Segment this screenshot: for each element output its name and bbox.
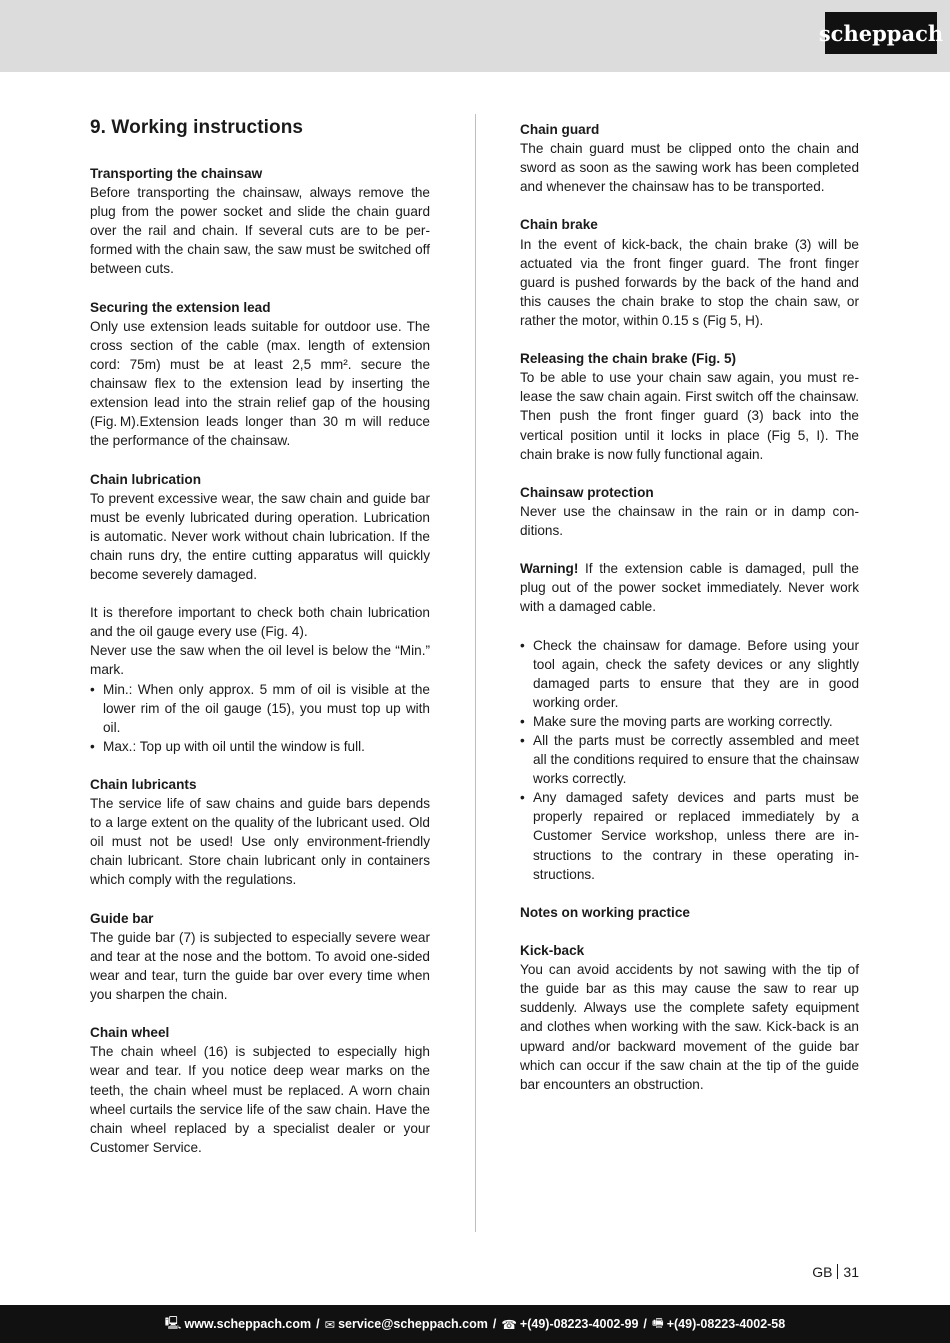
section-chain-lubrication bbox=[90, 470, 430, 585]
scheppach-logo bbox=[818, 12, 944, 54]
oil-level-list bbox=[90, 680, 430, 756]
heading-transporting: Transporting the chainsaw bbox=[90, 166, 263, 181]
list-item: • Any damaged safety devices and parts must be properly repaired or replaced immediately by a Customer Service workshop, unless there are instructions to the contrary in these operating instructions. bbox=[520, 788, 859, 883]
page-number bbox=[812, 1264, 859, 1280]
text-transporting: Before transporting the chainsaw, always remove the plug from the power socket and slide the chain guard over the rail and chain. If several cuts are to be performed with the chain saw, the saw must be switched off between cuts. bbox=[90, 185, 430, 277]
footer-separator: / bbox=[316, 1317, 320, 1331]
footer-email: service@scheppach.com bbox=[338, 1317, 488, 1331]
heading-chain-brake: Chain brake bbox=[520, 217, 598, 233]
text-extension-lead: Only use extension leads suitable for outdoor use. The cross section of the cable (max. length of extension cord: 75m) must be at least 2,5 mm². secure the chainsaw flex to the extension lead by inserting the extension lead into the strain relief gap of the housing (Fig. M).Extension leads longer than 30 m will reduce the performance of the chainsaw. bbox=[90, 318, 430, 449]
list-item: • All the parts must be correctly assembled and meet all the conditions required to ensure that the chainsaw works correctly. bbox=[520, 731, 859, 788]
footer-bar bbox=[0, 1305, 950, 1343]
section-safety-checks bbox=[520, 636, 859, 884]
right-column bbox=[520, 120, 859, 1113]
text-releasing-brake: To be able to use your chain saw again, you must release the saw chain again. First switch off the chainsaw. Then push the front finger guard (3) back into the vertical position until it locks in place (Fig 5, I). The chain brake is now fully functional again. bbox=[520, 370, 859, 462]
section-warning bbox=[520, 559, 859, 616]
heading-notes: Notes on working practice bbox=[520, 904, 690, 920]
safety-check-list bbox=[520, 636, 859, 884]
section-chain-guard bbox=[520, 120, 859, 196]
section-chain-lubricants bbox=[90, 775, 430, 890]
section-chainsaw-protection bbox=[520, 483, 859, 540]
left-column bbox=[90, 116, 430, 1176]
text-oil-check: It is therefore important to check both chain lubrication and the oil gauge every use (Fig. 4). bbox=[90, 605, 430, 640]
footer-separator: / bbox=[492, 1317, 497, 1331]
text-guide-bar: The guide bar (7) is subjected to especially severe wear and tear at the nose and the bottom. To avoid one-sided wear and tear, turn the guide bar over every time when you sharpen the chain. bbox=[90, 929, 430, 1003]
warning-label: Warning! bbox=[520, 561, 579, 577]
section-releasing-brake bbox=[520, 349, 859, 464]
footer-website: www.scheppach.com bbox=[184, 1317, 312, 1331]
warning-paragraph bbox=[520, 559, 859, 616]
section-chain-brake bbox=[520, 215, 859, 330]
logo-text: scheppach bbox=[818, 20, 944, 46]
text-chain-lubricants: The service life of saw chains and guide bars depends to a large extent on the quality of the lubricant used. Old oil must not be used! Use only environment-friendly chain lubricant. Store chain lubricant only in containers which comply with the regulations. bbox=[90, 796, 430, 888]
section-guide-bar bbox=[90, 909, 430, 1004]
footer-phone: +(49)-08223-4002-99 bbox=[519, 1317, 639, 1331]
heading-chain-guard: Chain guard bbox=[520, 122, 600, 137]
text-chain-wheel: The chain wheel (16) is subjected to especially high wear and tear. If you notice deep wear marks on the teeth, the chain wheel must be replaced. A worn chain wheel curtails the service life of the saw chain. Have the chain wheel replaced by a specialist dealer or your Customer Service. bbox=[90, 1044, 430, 1155]
fax-icon: 🖷 bbox=[651, 1315, 664, 1330]
heading-chain-wheel: Chain wheel bbox=[90, 1025, 170, 1041]
list-item: • Make sure the moving parts are working correctly. bbox=[520, 712, 859, 731]
heading-guide-bar: Guide bar bbox=[90, 910, 154, 926]
heading-releasing-brake: Releasing the chain brake (Fig. 5) bbox=[520, 351, 737, 367]
section-title: 9. Working instructions bbox=[90, 117, 304, 138]
heading-kick-back: Kick-back bbox=[520, 943, 585, 959]
warning-text: If the extension cable is damaged, pull the plug out of the power socket immediately. Never work with a damaged cable. bbox=[520, 561, 859, 615]
envelope-icon: ✉ bbox=[324, 1317, 336, 1332]
heading-extension-lead: Securing the extension lead bbox=[90, 299, 271, 315]
computer-icon: 🖳 bbox=[164, 1315, 182, 1330]
list-item: • Max.: Top up with oil until the window is full. bbox=[90, 737, 430, 756]
phone-icon: ☎ bbox=[501, 1317, 517, 1332]
heading-chainsaw-protection: Chainsaw protection bbox=[520, 484, 654, 500]
text-oil-level: Never use the saw when the oil level is below the “Min.” mark. bbox=[90, 643, 430, 678]
page-number-value: 31 bbox=[843, 1264, 859, 1280]
page-separator bbox=[837, 1264, 838, 1279]
text-kick-back: You can avoid accidents by not sawing with the tip of the guide bar as this may cause the saw to rear up suddenly. Always use the complete safety equipment and clothes when working with the saw. Kick-back is an upward and/or backward movement of the guide bar which can occur if the saw chain at the tip of the guide bar encounters an obstruction. bbox=[520, 962, 859, 1092]
list-item: • Min.: When only approx. 5 mm of oil is visible at the lower rim of the oil gauge (15), you must top up with oil. bbox=[90, 680, 430, 737]
text-chain-brake: In the event of kick-back, the chain brake (3) will be actuated via the front finger guard. The front finger guard is pushed forwards by the back of the hand and this causes the chain brake to stop the chain saw, or rather the motor, within 0.15 s (Fig 5, H). bbox=[520, 236, 859, 328]
text-chain-lubrication: To prevent excessive wear, the saw chain and guide bar must be evenly lubricated during operation. Lubrication is automatic. Never work without chain lubrication. If the chain runs dry, the entire cutting apparatus will quickly become severely damaged. bbox=[90, 490, 430, 582]
section-kick-back bbox=[520, 941, 859, 1094]
footer-separator: / bbox=[643, 1317, 647, 1331]
section-extension-lead bbox=[90, 298, 430, 451]
footer-fax: +(49)-08223-4002-58 bbox=[666, 1317, 786, 1331]
page-lang: GB bbox=[812, 1264, 833, 1280]
section-notes bbox=[520, 903, 859, 922]
list-item: • Check the chainsaw for damage. Before using your tool again, check the safety devices or any slightly damaged parts to ensure that they are in good working order. bbox=[520, 636, 859, 712]
heading-chain-lubrication: Chain lubrication bbox=[90, 471, 202, 487]
header-band bbox=[0, 0, 950, 72]
heading-chain-lubricants: Chain lubricants bbox=[90, 777, 197, 792]
text-chainsaw-protection: Never use the chainsaw in the rain or in damp conditions. bbox=[520, 503, 859, 538]
section-oil-check bbox=[90, 603, 430, 756]
section-transporting bbox=[90, 164, 430, 279]
section-chain-wheel bbox=[90, 1023, 430, 1157]
column-divider bbox=[475, 114, 476, 1232]
text-chain-guard: The chain guard must be clipped onto the chain and sword as soon as the sawing work has been completed and whenever the chainsaw has to be transported. bbox=[520, 141, 859, 195]
